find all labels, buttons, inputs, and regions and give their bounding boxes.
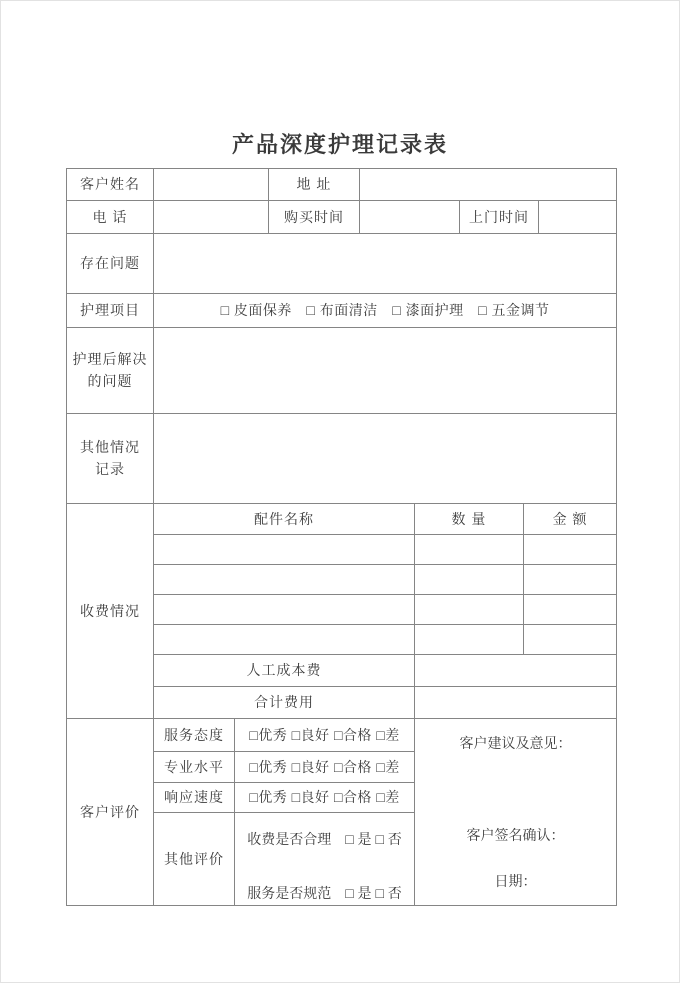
customer-feedback-cell[interactable] <box>415 719 617 906</box>
visit-time-value-cell[interactable] <box>539 201 617 234</box>
service-attitude-options[interactable]: □优秀 □良好 □合格 □差 <box>235 719 415 752</box>
table-row <box>67 169 617 201</box>
charge-reasonable-options[interactable]: 收费是否合理 □ 是 □ 否 <box>247 830 402 847</box>
existing-problems-value-cell[interactable] <box>154 234 617 294</box>
care-items-label: 护理项目 <box>67 294 154 328</box>
table-row <box>67 719 617 752</box>
purchase-time-label: 购买时间 <box>269 201 360 234</box>
labor-cost-value-cell[interactable] <box>415 655 617 687</box>
quantity-value-cell[interactable] <box>415 595 524 625</box>
table-row <box>67 294 617 328</box>
part-name-value-cell[interactable] <box>154 595 415 625</box>
solved-problems-value-cell[interactable] <box>154 328 617 414</box>
signature-label: 客户签名确认： <box>466 826 565 843</box>
page-title: 产品深度护理记录表 <box>231 132 448 157</box>
existing-problems-label: 存在问题 <box>67 234 154 294</box>
total-cost-label: 合计费用 <box>154 687 415 719</box>
amount-value-cell[interactable] <box>524 625 617 655</box>
labor-cost-label: 人工成本费 <box>154 655 415 687</box>
response-speed-label: 响应速度 <box>154 783 235 813</box>
table-row <box>67 414 617 504</box>
quantity-header: 数 量 <box>415 504 524 535</box>
care-items-options[interactable]: □ 皮面保养 □ 布面清洁 □ 漆面护理 □ 五金调节 <box>154 294 617 328</box>
response-speed-options[interactable]: □优秀 □良好 □合格 □差 <box>235 783 415 813</box>
quantity-value-cell[interactable] <box>415 565 524 595</box>
visit-time-label: 上门时间 <box>460 201 539 234</box>
suggestions-label: 客户建议及意见： <box>459 734 572 751</box>
table-row <box>67 201 617 234</box>
total-cost-value-cell[interactable] <box>415 687 617 719</box>
charges-section-label: 收费情况 <box>67 504 154 719</box>
part-name-value-cell[interactable] <box>154 535 415 565</box>
service-standard-options[interactable]: 服务是否规范 □ 是 □ 否 <box>247 885 402 901</box>
amount-value-cell[interactable] <box>524 535 617 565</box>
quantity-value-cell[interactable] <box>415 625 524 655</box>
part-name-value-cell[interactable] <box>154 625 415 655</box>
amount-header: 金 额 <box>524 504 617 535</box>
phone-value-cell[interactable] <box>154 201 269 234</box>
part-name-header: 配件名称 <box>154 504 415 535</box>
purchase-time-value-cell[interactable] <box>360 201 460 234</box>
customer-name-value-cell[interactable] <box>154 169 269 201</box>
amount-value-cell[interactable] <box>524 595 617 625</box>
customer-name-label: 客户姓名 <box>67 169 154 201</box>
table-row <box>67 504 617 535</box>
other-evaluation-options[interactable] <box>235 813 415 906</box>
service-attitude-label: 服务态度 <box>154 719 235 752</box>
care-record-form-table <box>66 168 617 906</box>
amount-value-cell[interactable] <box>524 565 617 595</box>
address-value-cell[interactable] <box>360 169 617 201</box>
evaluation-section-label: 客户评价 <box>67 719 154 906</box>
professional-level-options[interactable]: □优秀 □良好 □合格 □差 <box>235 752 415 783</box>
professional-level-label: 专业水平 <box>154 752 235 783</box>
phone-label: 电 话 <box>67 201 154 234</box>
other-evaluation-label: 其他评价 <box>154 813 235 906</box>
other-records-value-cell[interactable] <box>154 414 617 504</box>
address-label: 地 址 <box>269 169 360 201</box>
date-label: 日期： <box>494 873 537 890</box>
other-records-label: 其他情况 记录 <box>67 414 154 504</box>
part-name-value-cell[interactable] <box>154 565 415 595</box>
quantity-value-cell[interactable] <box>415 535 524 565</box>
table-row <box>67 328 617 414</box>
solved-problems-label: 护理后解决 的问题 <box>67 328 154 414</box>
table-row <box>67 234 617 294</box>
